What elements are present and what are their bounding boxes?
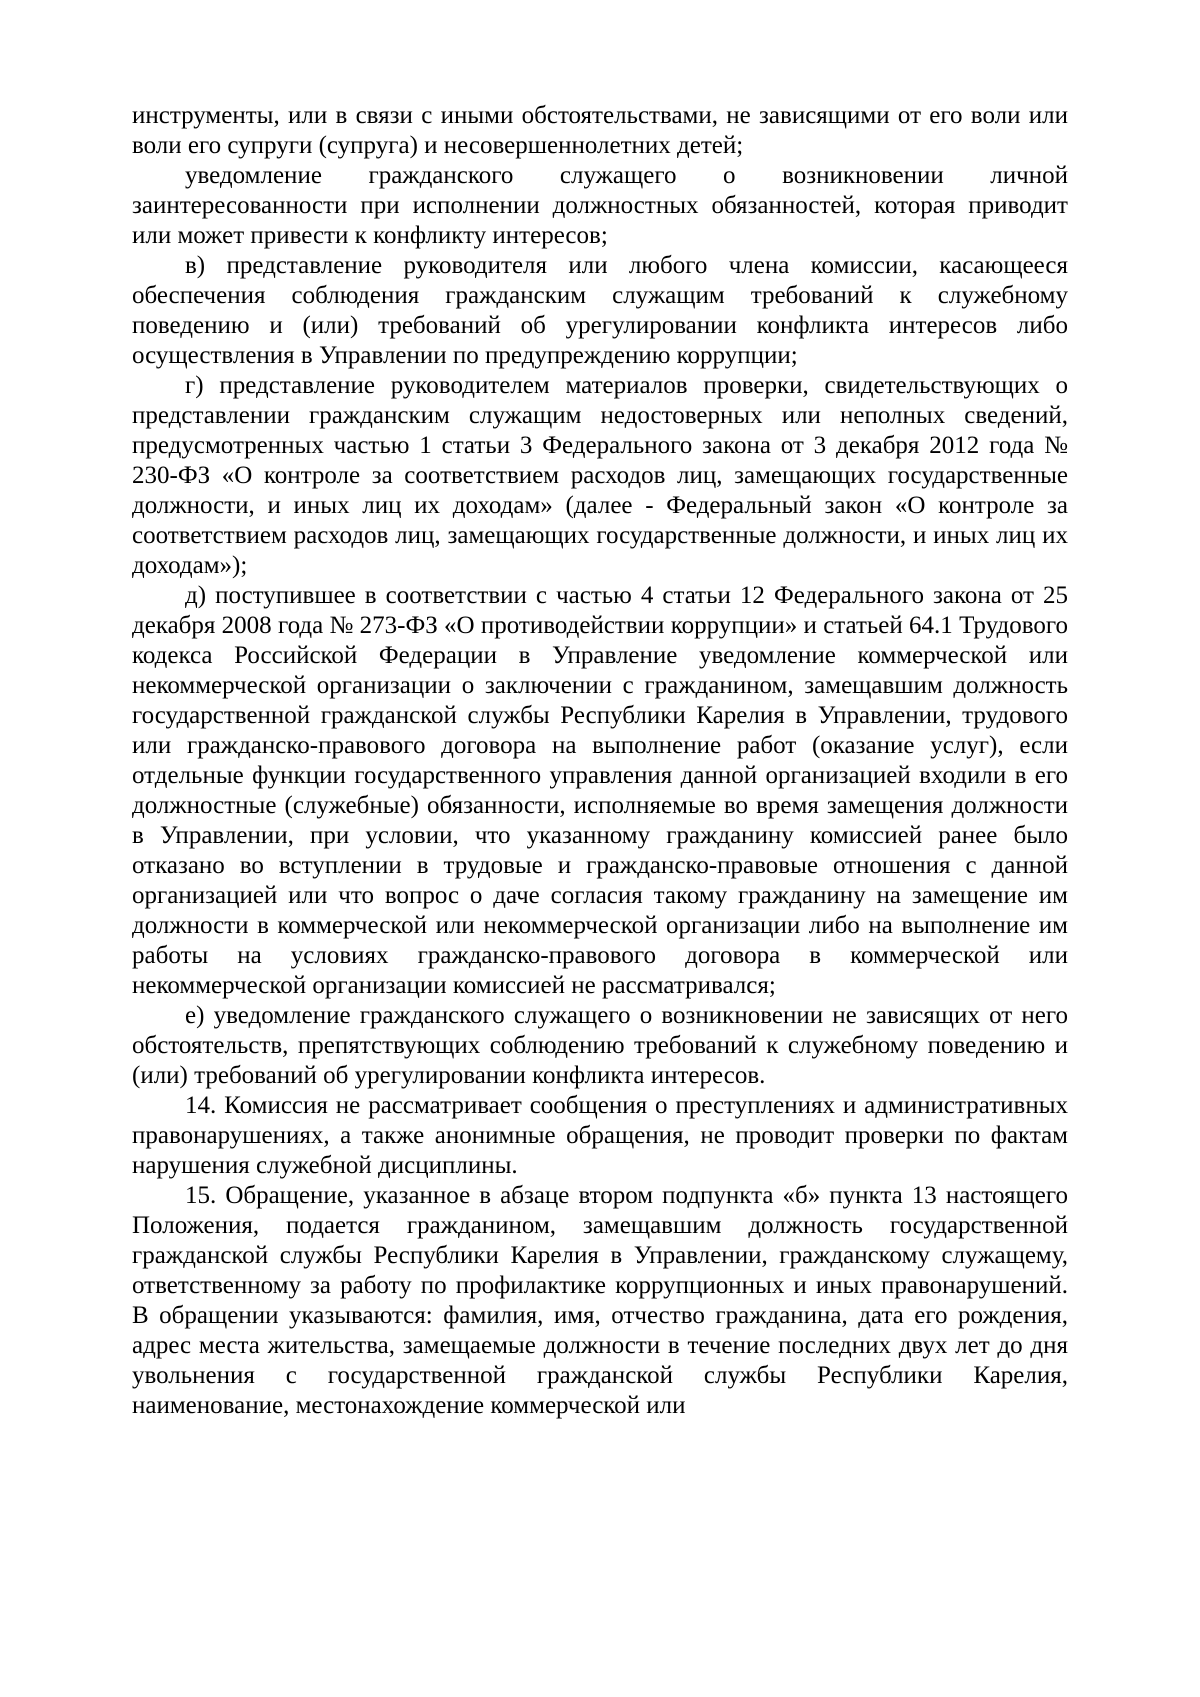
paragraph-clause-14: 14. Комиссия не рассматривает сообщения о преступлениях и административных правонарушениях, а также анонимные обращения, не проводит проверки по фактам нарушения служебной дисциплины.: [132, 1092, 1068, 1179]
paragraph-notice-interest: уведомление гражданского служащего о возникновении личной заинтересованности при исполнении должностных обязанностей, которая приводит или может привести к конфликту интересов;: [132, 162, 1068, 249]
paragraph-item-v: в) представление руководителя или любого члена комиссии, касающееся обеспечения соблюдения гражданским служащим требований к служебному поведению и (или) требований об урегулировании конфликта интересов либо осуществления в Управлении по предупреждению коррупции;: [132, 252, 1068, 369]
paragraph-continuation: инструменты, или в связи с иными обстоятельствами, не зависящими от его воли или воли его супруги (супруга) и несовершеннолетних детей;: [132, 102, 1068, 159]
paragraph-item-g: г) представление руководителем материалов проверки, свидетельствующих о представлении гражданским служащим недостоверных или неполных сведений, предусмотренных частью 1 статьи 3 Федерального закона от 3 декабря 2012 года № 230-ФЗ «О контроле за соответствием расходов лиц, замещающих государственные должности, и иных лиц их доходам» (далее - Федеральный закон «О контроле за соответствием расходов лиц, замещающих государственные должности, и иных лиц их доходам»);: [132, 372, 1068, 579]
paragraph-item-e: е) уведомление гражданского служащего о возникновении не зависящих от него обстоятельств, препятствующих соблюдению требований к служебному поведению и (или) требований об урегулировании конфликта интересов.: [132, 1002, 1068, 1089]
document-page: [132, 101, 1068, 1421]
paragraph-item-d: д) поступившее в соответствии с частью 4 статьи 12 Федерального закона от 25 декабря 2008 года № 273-ФЗ «О противодействии коррупции» и статьей 64.1 Трудового кодекса Российской Федерации в Управление уведомление коммерческой или некоммерческой организации о заключении с гражданином, замещавшим должность государственной гражданской службы Республики Карелия в Управлении, трудового или гражданско-правового договора на выполнение работ (оказание услуг), если отдельные функции государственного управления данной организацией входили в его должностные (служебные) обязанности, исполняемые во время замещения должности в Управлении, при условии, что указанному гражданину комиссией ранее было отказано во вступлении в трудовые и гражданско-правовые отношения с данной организацией или что вопрос о даче согласия такому гражданину на замещение им должности в коммерческой или некоммерческой организации либо на выполнение им работы на условиях гражданско-правового договора в коммерческой или некоммерческой организации комиссией не рассматривался;: [132, 582, 1068, 999]
paragraph-clause-15: 15. Обращение, указанное в абзаце втором подпункта «б» пункта 13 настоящего Положения, подается гражданином, замещавшим должность государственной гражданской службы Республики Карелия в Управлении, гражданскому служащему, ответственному за работу по профилактике коррупционных и иных правонарушений. В обращении указываются: фамилия, имя, отчество гражданина, дата его рождения, адрес места жительства, замещаемые должности в течение последних двух лет до дня увольнения с государственной гражданской службы Республики Карелия, наименование, местонахождение коммерческой или: [132, 1182, 1068, 1419]
